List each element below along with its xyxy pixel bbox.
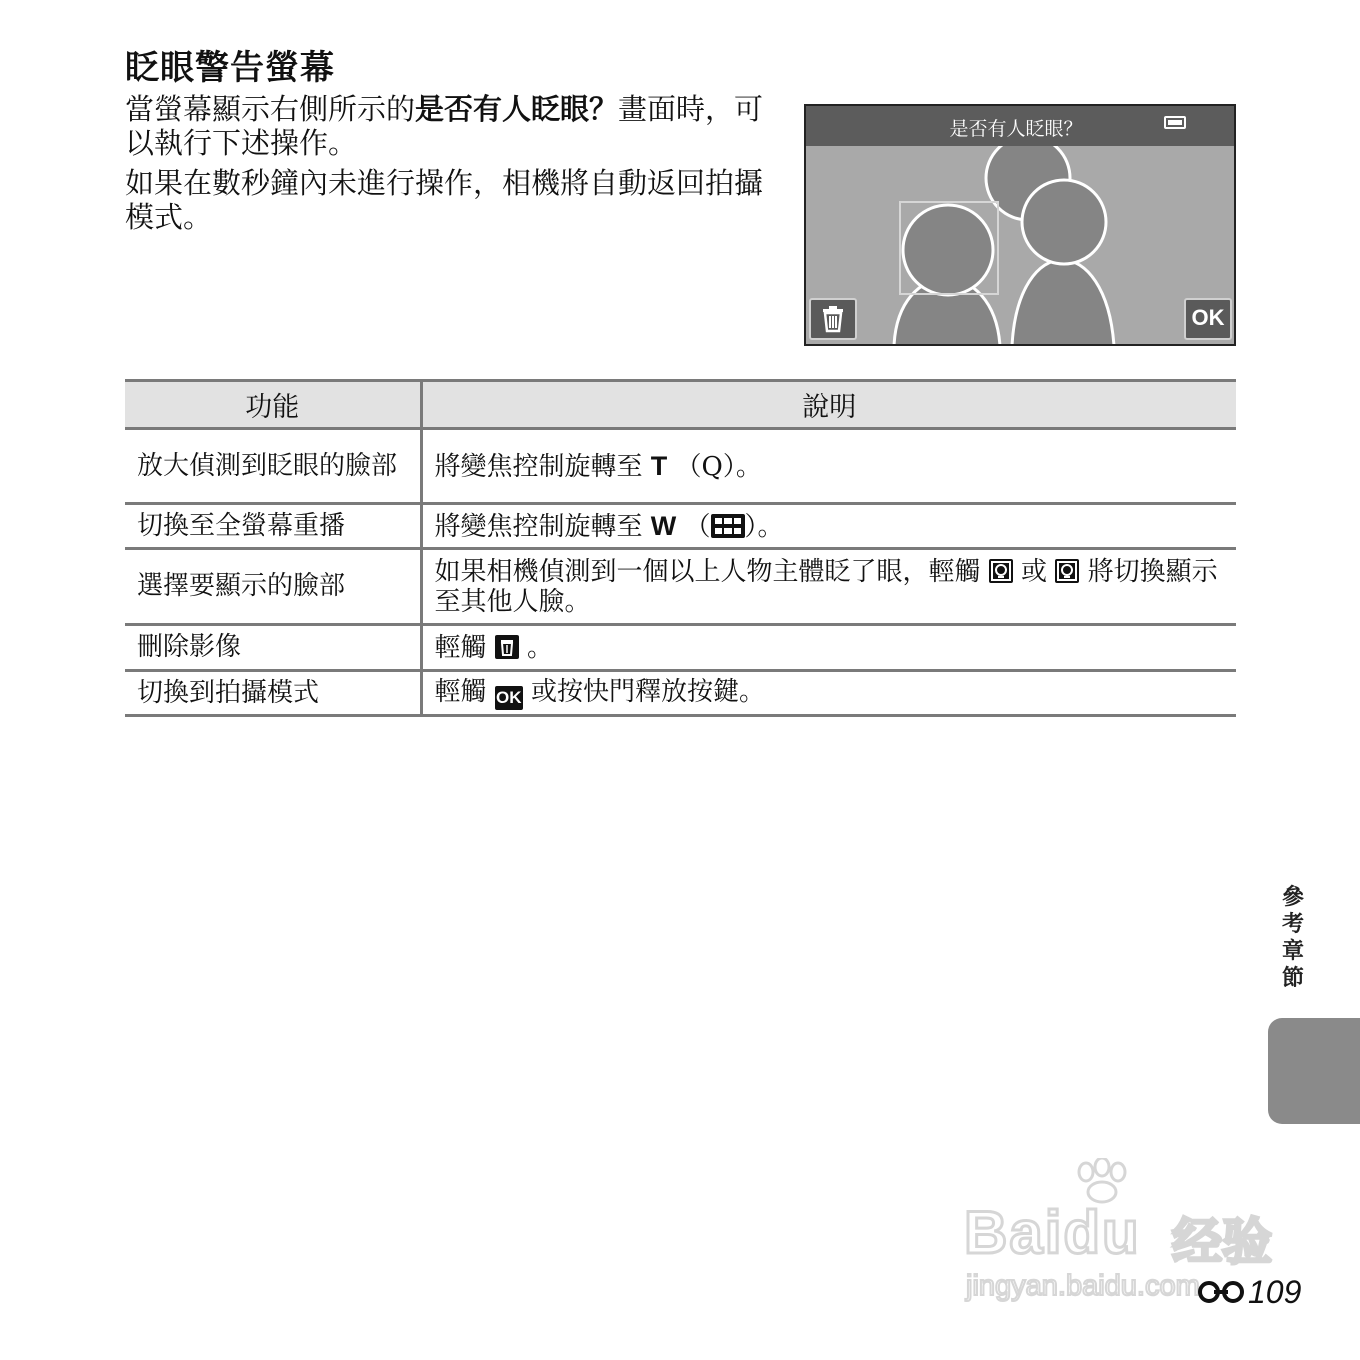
desc-text-post: 。 xyxy=(527,632,554,663)
row-function: 放大偵測到眨眼的臉部 xyxy=(125,429,421,504)
faces-scene xyxy=(806,146,1234,344)
row-description xyxy=(421,549,1236,625)
table-row xyxy=(125,671,1236,716)
desc-text: 輕觸 xyxy=(434,676,487,707)
desc-text: 將變焦控制旋轉至 xyxy=(434,451,643,482)
row-description xyxy=(421,504,1236,549)
ok-button[interactable] xyxy=(1184,298,1232,340)
zoom-key-w: W xyxy=(650,510,677,541)
section-tab xyxy=(1268,1018,1360,1124)
delete-button[interactable] xyxy=(809,298,857,340)
desc-text-post: 將切換顯示至其他人臉。 xyxy=(434,556,1218,617)
reference-section-icon xyxy=(1196,1279,1248,1305)
watermark-brand-bai: Bai xyxy=(964,1199,1064,1266)
desc-or: 或 xyxy=(1021,556,1048,587)
camera-screen-illustration xyxy=(804,104,1236,346)
header-function: 功能 xyxy=(125,381,421,429)
zoom-key-t: T xyxy=(650,450,668,481)
table-row xyxy=(125,429,1236,504)
watermark-brand xyxy=(964,1198,1141,1267)
function-table xyxy=(125,379,1236,717)
battery-icon xyxy=(1164,116,1186,129)
intro-text xyxy=(125,92,775,240)
table-header-row xyxy=(125,381,1236,429)
face-next-icon xyxy=(1055,559,1079,583)
desc-text: 將變焦控制旋轉至 xyxy=(434,511,643,542)
header-description: 說明 xyxy=(421,381,1236,429)
desc-paren-close: ）。 xyxy=(744,511,784,542)
watermark-url: jingyan.baidu.com xyxy=(966,1270,1200,1302)
intro-paragraph-1 xyxy=(125,92,775,160)
page-title: 眨眼警告螢幕 xyxy=(125,48,335,88)
intro-p1-pre: 當螢幕顯示右側所示的 xyxy=(125,92,416,126)
face-prev-icon xyxy=(989,559,1013,583)
ok-button-label: OK xyxy=(1191,305,1225,330)
thumbnail-icon xyxy=(711,514,745,538)
intro-paragraph-2: 如果在數秒鐘內未進行操作，相機將自動返回拍攝模式。 xyxy=(125,166,764,234)
row-description xyxy=(421,429,1236,504)
desc-paren-open: （ xyxy=(684,511,711,542)
intro-p1-post: 畫面時，可以執行下述操作。 xyxy=(125,92,764,160)
desc-text: 輕觸 xyxy=(434,632,487,663)
page-number-text: 109 xyxy=(1248,1274,1302,1310)
desc-text-post: （Q）。 xyxy=(675,451,762,482)
row-description xyxy=(421,625,1236,671)
table-row xyxy=(125,504,1236,549)
row-function: 選擇要顯示的臉部 xyxy=(125,549,421,625)
trash-icon xyxy=(811,300,855,338)
ok-icon: OK xyxy=(495,686,523,710)
camera-screen-title: 是否有人眨眼？ xyxy=(949,118,1083,140)
intro-p1-bold: 是否有人眨眼？ xyxy=(415,92,619,126)
camera-title-bar xyxy=(806,106,1234,146)
table-row xyxy=(125,625,1236,671)
watermark-brand-cn: 经验 xyxy=(1172,1213,1272,1271)
section-side-label: 參考章節 xyxy=(1281,885,1304,991)
desc-text: 如果相機偵測到一個以上人物主體眨了眼，輕觸 xyxy=(434,556,981,587)
table-row xyxy=(125,549,1236,625)
row-function: 切換至全螢幕重播 xyxy=(125,504,421,549)
row-function: 刪除影像 xyxy=(125,625,421,671)
trash-icon xyxy=(495,635,519,659)
row-description xyxy=(421,671,1236,716)
watermark-brand-du: du xyxy=(1063,1199,1141,1266)
desc-text-post: 或按快門釋放按鍵。 xyxy=(531,676,766,707)
row-function: 切換到拍攝模式 xyxy=(125,671,421,716)
page-number xyxy=(1196,1274,1301,1311)
